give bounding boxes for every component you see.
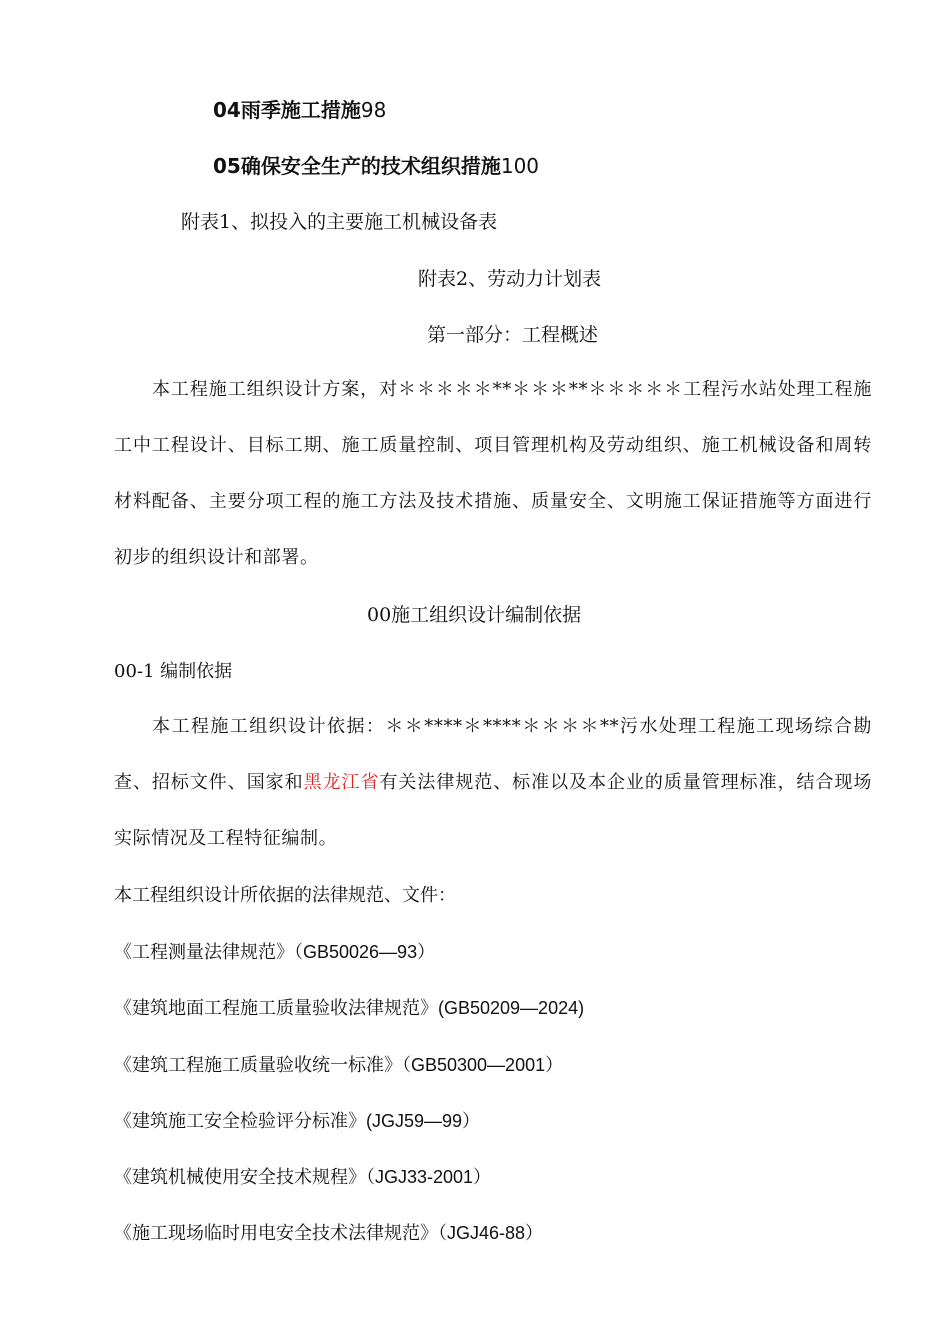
- standard-name: 《建筑工程施工质量验收统一标准》: [114, 1055, 402, 1076]
- standard-code: (GB50209—2024): [438, 998, 585, 1018]
- standard-item: [114, 1221, 543, 1246]
- standard-code: (JGJ59—99）: [366, 1111, 481, 1131]
- toc-item-title: 05确保安全生产的技术组织措施: [213, 154, 501, 178]
- standard-name: 《施工现场临时用电安全技术法律规范》: [114, 1223, 438, 1244]
- standard-code: （GB50300—2001）: [402, 1055, 564, 1075]
- standard-item: [114, 940, 435, 965]
- overview-paragraph: 本工程施工组织设计方案，对＊＊＊＊＊**＊＊＊**＊＊＊＊＊工程污水站处理工程施工中工程设计、目标工期、施工质量控制、项目管理机构及劳动组织、施工机械设备和周转材料配备、主要分项工程的施工方法及技术措施、质量安全、文明施工保证措施等方面进行初步的组织设计和部署。: [114, 379, 872, 568]
- toc-appendix-1: 附表1、拟投入的主要施工机械设备表: [181, 211, 498, 233]
- standard-item: [114, 1109, 480, 1134]
- section-00-1-heading: 00-1 编制依据: [114, 661, 233, 682]
- toc-item-safety-measures: [213, 154, 539, 178]
- toc-item-title: 04雨季施工措施: [213, 98, 361, 122]
- toc-item-rainy-season: [213, 98, 386, 122]
- basis-text-end: 有关法律规范、标准以及本企业的质量管理标准，结合现场实际情况及工程特征编制。: [114, 772, 872, 849]
- standard-code: （JGJ33-2001）: [366, 1167, 492, 1187]
- standard-name: 《建筑施工安全检验评分标准》: [114, 1111, 366, 1132]
- section-00-heading: 00施工组织设计编制依据: [367, 604, 582, 626]
- standard-name: 《建筑机械使用安全技术规程》: [114, 1167, 366, 1188]
- toc-item-page: 98: [360, 98, 387, 122]
- standard-item: [114, 1165, 491, 1190]
- standard-item: [114, 1053, 563, 1078]
- standard-name: 《建筑地面工程施工质量验收法律规范》: [114, 998, 438, 1019]
- toc-item-page: 100: [500, 154, 540, 178]
- toc-appendix-2: 附表2、劳动力计划表: [418, 268, 602, 290]
- standard-name: 《工程测量法律规范》: [114, 942, 294, 963]
- standard-item: [114, 996, 584, 1021]
- basis-paragraph: [114, 699, 872, 867]
- standard-code: （JGJ46-88）: [438, 1223, 544, 1243]
- province-highlight: 黑龙江省: [303, 772, 380, 793]
- standard-code: （GB50026—93）: [294, 942, 436, 962]
- standards-list-intro: 本工程组织设计所依据的法律规范、文件：: [114, 885, 456, 906]
- part1-heading: 第一部分：工程概述: [427, 324, 599, 346]
- basis-text-start: 本工程施工组织设计依据：＊＊****＊****＊＊＊＊**污水处理工程施工现场综合勘查、招标文件、国家和: [114, 716, 872, 793]
